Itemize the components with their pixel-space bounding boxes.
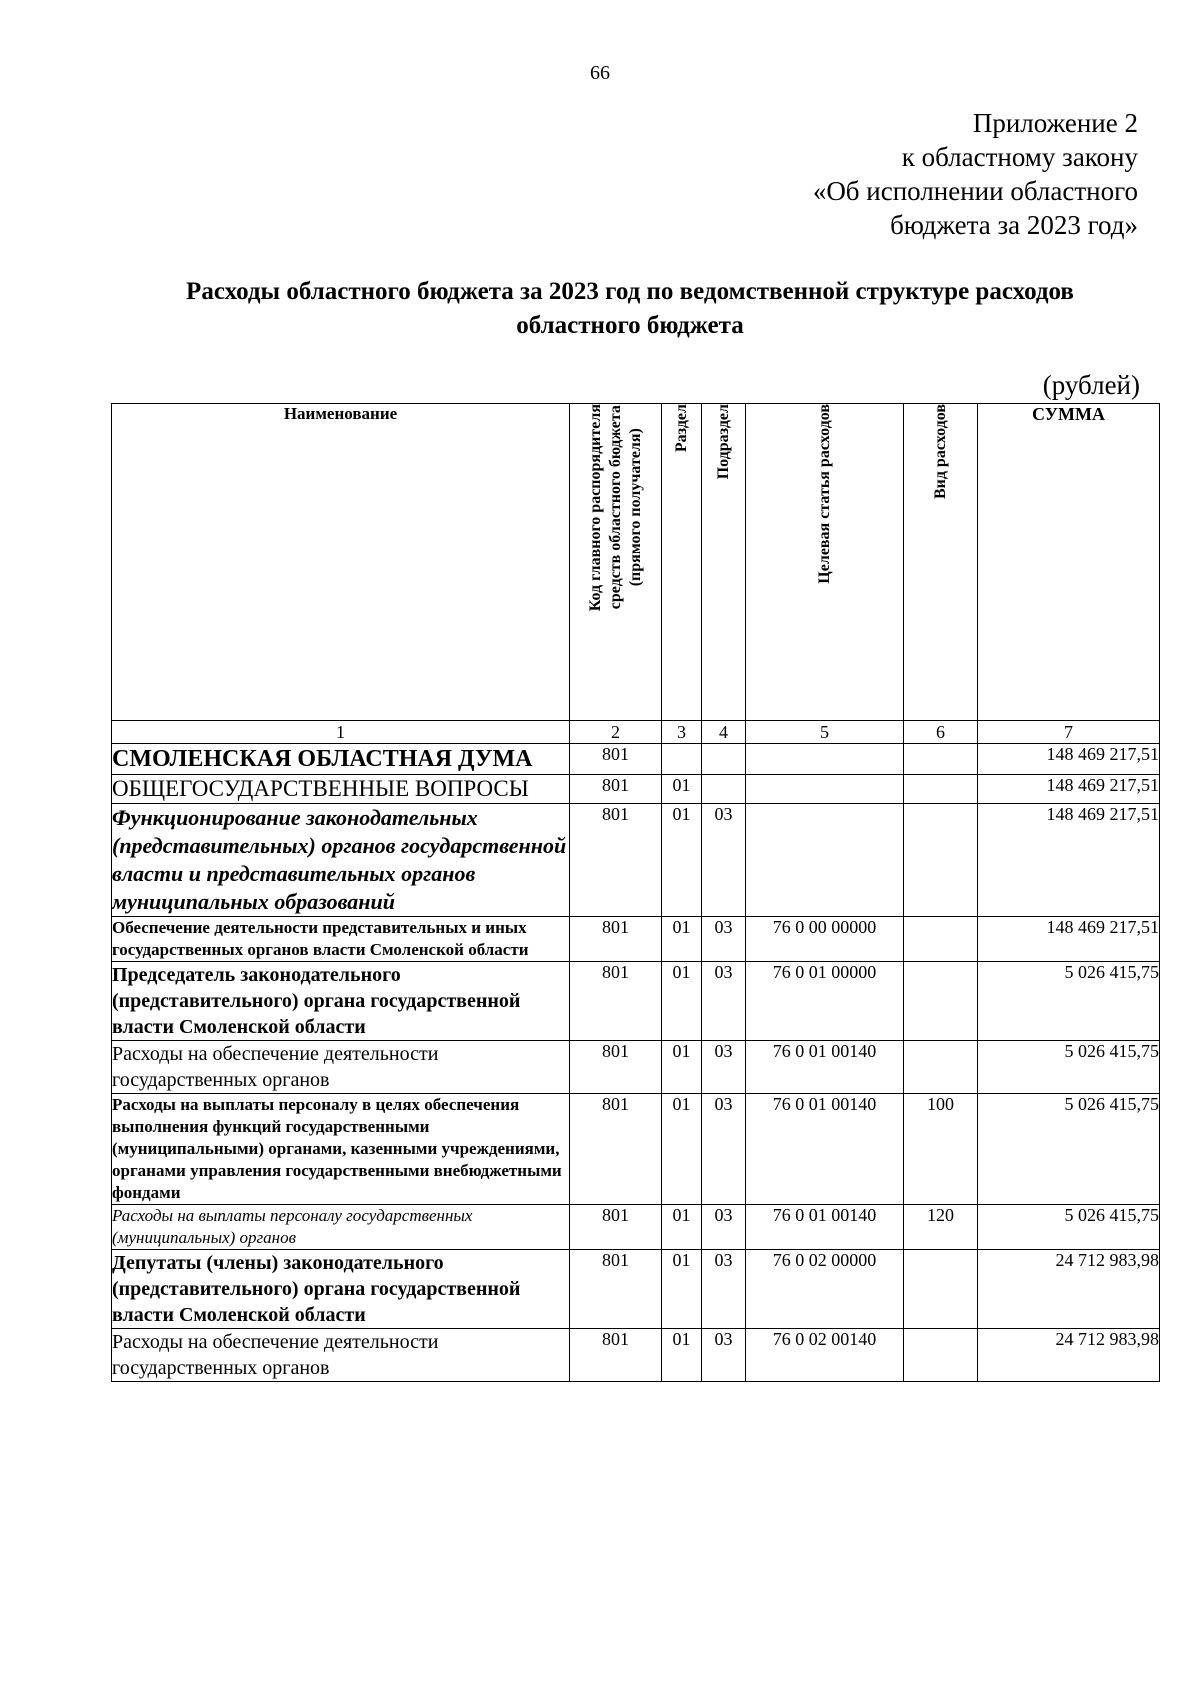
- header-code-line-2: средств областного бюджета: [606, 405, 624, 610]
- row-section-cell: 01: [662, 1094, 702, 1205]
- row-subsection-cell: 03: [702, 1041, 746, 1094]
- column-number-row: [112, 721, 1160, 744]
- column-number: 1: [112, 721, 570, 744]
- column-number: 2: [570, 721, 662, 744]
- row-name-cell: Обеспечение деятельности представительных и иных государственных органов власти Смоленской области: [112, 917, 570, 962]
- row-target-cell: 76 0 01 00000: [746, 962, 904, 1041]
- row-subsection-cell: 03: [702, 804, 746, 917]
- column-number: 3: [662, 721, 702, 744]
- row-target-cell: [746, 775, 904, 804]
- row-section-cell: 01: [662, 1250, 702, 1329]
- row-name-cell: Расходы на выплаты персоналу государственных (муниципальных) органов: [112, 1205, 570, 1250]
- row-type-cell: [904, 917, 978, 962]
- row-sum-cell: 5 026 415,75: [978, 962, 1160, 1041]
- row-code-cell: 801: [570, 917, 662, 962]
- row-code-cell: 801: [570, 1205, 662, 1250]
- header-target: [746, 404, 904, 721]
- row-type-cell: [904, 804, 978, 917]
- row-target-cell: 76 0 01 00140: [746, 1205, 904, 1250]
- appendix-note: [813, 106, 1138, 242]
- row-target-cell: 76 0 00 00000: [746, 917, 904, 962]
- table-body: [112, 744, 1160, 1382]
- header-target-label: Целевая статья расходов: [815, 404, 833, 584]
- row-code-cell: 801: [570, 775, 662, 804]
- row-sum-cell: 148 469 217,51: [978, 744, 1160, 775]
- row-section-cell: 01: [662, 1041, 702, 1094]
- header-section: [662, 404, 702, 721]
- row-type-cell: 100: [904, 1094, 978, 1205]
- row-name-cell: Председатель законодательного (представительного) органа государственной власти Смоленской области: [112, 962, 570, 1041]
- header-type: [904, 404, 978, 721]
- table-row: [112, 804, 1160, 917]
- row-sum-cell: 148 469 217,51: [978, 804, 1160, 917]
- row-type-cell: 120: [904, 1205, 978, 1250]
- table-row: [112, 1250, 1160, 1329]
- row-section-cell: [662, 744, 702, 775]
- appendix-line-1: Приложение 2: [972, 108, 1138, 138]
- row-target-cell: 76 0 02 00140: [746, 1329, 904, 1382]
- row-code-cell: 801: [570, 744, 662, 775]
- column-number: 7: [978, 721, 1160, 744]
- row-code-cell: 801: [570, 804, 662, 917]
- table-header-row: [112, 404, 1160, 721]
- row-sum-cell: 24 712 983,98: [978, 1250, 1160, 1329]
- table-row: [112, 1205, 1160, 1250]
- row-subsection-cell: 03: [702, 1094, 746, 1205]
- row-sum-cell: 5 026 415,75: [978, 1205, 1160, 1250]
- table-row: [112, 1094, 1160, 1205]
- row-type-cell: [904, 744, 978, 775]
- row-section-cell: 01: [662, 1329, 702, 1382]
- row-name-cell: Депутаты (члены) законодательного (представительного) органа государственной власти Смоленской области: [112, 1250, 570, 1329]
- row-code-cell: 801: [570, 962, 662, 1041]
- header-code-line-1: Код главного распорядителя: [586, 404, 604, 612]
- appendix-line-3: «Об исполнении областного: [812, 176, 1138, 206]
- row-target-cell: 76 0 01 00140: [746, 1094, 904, 1205]
- appendix-line-4: бюджета за 2023 год»: [890, 210, 1138, 240]
- row-type-cell: [904, 1329, 978, 1382]
- column-number: 5: [746, 721, 904, 744]
- row-name-cell: СМОЛЕНСКАЯ ОБЛАСТНАЯ ДУМА: [112, 744, 570, 775]
- page-number: 66: [590, 62, 610, 84]
- row-name-cell: Расходы на выплаты персоналу в целях обеспечения выполнения функций государственными (муниципальными) органами, казенными учреждениями, органами управления государственными внебюджетными фондами: [112, 1094, 570, 1205]
- row-target-cell: [746, 744, 904, 775]
- table-row: [112, 775, 1160, 804]
- header-code-line-3: (прямого получателя): [626, 428, 644, 587]
- row-sum-cell: 148 469 217,51: [978, 775, 1160, 804]
- row-code-cell: 801: [570, 1329, 662, 1382]
- row-sum-cell: 148 469 217,51: [978, 917, 1160, 962]
- row-subsection-cell: 03: [702, 1250, 746, 1329]
- row-subsection-cell: [702, 775, 746, 804]
- column-number: 4: [702, 721, 746, 744]
- table-row: [112, 962, 1160, 1041]
- row-type-cell: [904, 962, 978, 1041]
- row-type-cell: [904, 1041, 978, 1094]
- title-line-2: областного бюджета: [516, 312, 744, 339]
- row-subsection-cell: 03: [702, 1329, 746, 1382]
- row-name-cell: Функционирование законодательных (представительных) органов государственной власти и представительных органов муниципальных образований: [112, 804, 570, 917]
- row-name-cell: ОБЩЕГОСУДАРСТВЕННЫЕ ВОПРОСЫ: [112, 775, 570, 804]
- row-section-cell: 01: [662, 1205, 702, 1250]
- row-target-cell: 76 0 01 00140: [746, 1041, 904, 1094]
- row-target-cell: [746, 804, 904, 917]
- row-section-cell: 01: [662, 775, 702, 804]
- row-code-cell: 801: [570, 1250, 662, 1329]
- header-subsection-label: Подраздел: [714, 404, 732, 480]
- row-type-cell: [904, 775, 978, 804]
- header-subsection: [702, 404, 746, 721]
- row-name-cell: Расходы на обеспечение деятельности государственных органов: [112, 1329, 570, 1382]
- row-type-cell: [904, 1250, 978, 1329]
- header-sum: СУММА: [978, 404, 1160, 721]
- row-sum-cell: 5 026 415,75: [978, 1041, 1160, 1094]
- units-label: (рублей): [1042, 370, 1140, 400]
- row-subsection-cell: 03: [702, 917, 746, 962]
- row-sum-cell: 24 712 983,98: [978, 1329, 1160, 1382]
- budget-table: [111, 403, 1160, 1382]
- document-title: [80, 275, 1180, 343]
- row-section-cell: 01: [662, 917, 702, 962]
- row-subsection-cell: 03: [702, 962, 746, 1041]
- header-code: [570, 404, 662, 721]
- appendix-line-2: к областному закону: [901, 142, 1138, 172]
- table-row: [112, 1041, 1160, 1094]
- header-type-label: Вид расходов: [931, 404, 949, 500]
- row-subsection-cell: [702, 744, 746, 775]
- header-section-label: Раздел: [672, 404, 690, 453]
- row-subsection-cell: 03: [702, 1205, 746, 1250]
- table-row: [112, 1329, 1160, 1382]
- row-section-cell: 01: [662, 962, 702, 1041]
- row-section-cell: 01: [662, 804, 702, 917]
- row-code-cell: 801: [570, 1094, 662, 1205]
- row-code-cell: 801: [570, 1041, 662, 1094]
- row-name-cell: Расходы на обеспечение деятельности государственных органов: [112, 1041, 570, 1094]
- row-sum-cell: 5 026 415,75: [978, 1094, 1160, 1205]
- column-number: 6: [904, 721, 978, 744]
- title-line-1: Расходы областного бюджета за 2023 год по ведомственной структуре расходов: [186, 278, 1074, 305]
- header-name: Наименование: [112, 404, 570, 721]
- table-row: [112, 744, 1160, 775]
- table-row: [112, 917, 1160, 962]
- row-target-cell: 76 0 02 00000: [746, 1250, 904, 1329]
